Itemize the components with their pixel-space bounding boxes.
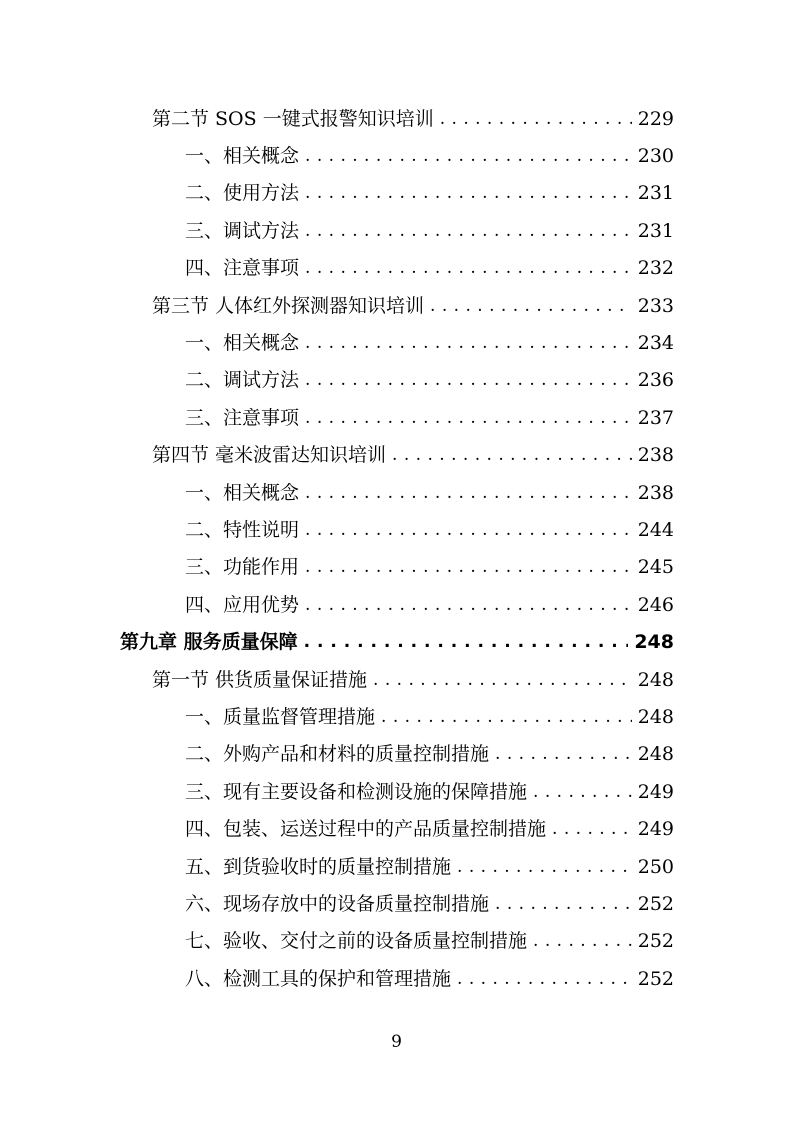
page-number: 9 — [391, 1032, 402, 1052]
toc-entry[interactable] — [185, 138, 674, 175]
toc-entry-title: 二、特性说明 — [185, 519, 300, 541]
toc-dot-leader — [457, 849, 632, 886]
toc-dot-leader — [305, 362, 632, 399]
toc-entry[interactable] — [152, 101, 674, 138]
toc-entry-page: 248 — [637, 706, 674, 728]
toc-dot-leader — [304, 624, 629, 661]
toc-dot-leader — [305, 475, 632, 512]
toc-entry[interactable] — [185, 362, 674, 399]
toc-entry[interactable] — [185, 325, 674, 362]
toc-entry-page: 252 — [637, 893, 674, 915]
toc-entry[interactable] — [185, 699, 674, 736]
toc-entry-title: 二、外购产品和材料的质量控制措施 — [185, 743, 490, 765]
toc-entry-page: 252 — [637, 930, 674, 952]
toc-entry-page: 244 — [637, 519, 674, 541]
toc-entry-title: 四、注意事项 — [185, 257, 300, 279]
toc-entry[interactable] — [185, 400, 674, 437]
toc-entry-page: 250 — [637, 856, 674, 878]
toc-dot-leader — [305, 250, 632, 287]
toc-entry-page: 232 — [637, 257, 674, 279]
toc-entry[interactable] — [185, 923, 674, 960]
toc-entry[interactable] — [185, 886, 674, 923]
toc-entry-page: 249 — [637, 818, 674, 840]
toc-dot-leader — [533, 774, 632, 811]
toc-dot-leader — [495, 886, 632, 923]
toc-dot-leader — [392, 437, 632, 474]
toc-entry-title: 四、包装、运送过程中的产品质量控制措施 — [185, 818, 547, 840]
toc-entry-title: 八、检测工具的保护和管理措施 — [185, 968, 452, 990]
toc-entry-title: 六、现场存放中的设备质量控制措施 — [185, 893, 490, 915]
toc-entry[interactable] — [152, 662, 674, 699]
toc-entry[interactable] — [120, 624, 674, 661]
toc-entry[interactable] — [152, 288, 674, 325]
toc-entry-page: 248 — [637, 669, 674, 691]
toc-entry-title: 四、应用优势 — [185, 594, 300, 616]
toc-entry[interactable] — [185, 475, 674, 512]
toc-dot-leader — [305, 138, 632, 175]
toc-entry-title: 二、调试方法 — [185, 369, 300, 391]
toc-entry-page: 233 — [637, 295, 674, 317]
toc-entry[interactable] — [185, 587, 674, 624]
toc-entry[interactable] — [185, 811, 674, 848]
toc-dot-leader — [495, 736, 632, 773]
toc-dot-leader — [305, 175, 632, 212]
toc-entry-page: 234 — [637, 332, 674, 354]
toc-entry-title: 二、使用方法 — [185, 182, 300, 204]
toc-entry[interactable] — [185, 736, 674, 773]
toc-entry-page: 237 — [637, 407, 674, 429]
toc-entry-title: 三、调试方法 — [185, 220, 300, 242]
toc-dot-leader — [305, 549, 632, 586]
toc-entry-page: 238 — [637, 482, 674, 504]
toc-entry-title: 五、到货验收时的质量控制措施 — [185, 856, 452, 878]
toc-entry-page: 238 — [637, 444, 674, 466]
toc-entry-page: 245 — [637, 556, 674, 578]
toc-entry[interactable] — [185, 213, 674, 250]
toc-entry-page: 229 — [637, 108, 674, 130]
toc-entry-page: 236 — [637, 369, 674, 391]
toc-entry[interactable] — [185, 175, 674, 212]
toc-entry-title: 第一节 供货质量保证措施 — [152, 669, 368, 691]
toc-entry-title: 三、现有主要设备和检测设施的保障措施 — [185, 781, 528, 803]
toc-entry-page: 246 — [637, 594, 674, 616]
toc-entry-title: 一、质量监督管理措施 — [185, 706, 376, 728]
toc-entry-title: 三、注意事项 — [185, 407, 300, 429]
toc-dot-leader — [440, 101, 632, 138]
toc-entry-title: 第二节 SOS 一键式报警知识培训 — [152, 108, 434, 130]
toc-entry-page: 252 — [637, 968, 674, 990]
toc-entry-title: 一、相关概念 — [185, 332, 300, 354]
toc-entry-title: 七、验收、交付之前的设备质量控制措施 — [185, 930, 528, 952]
toc-dot-leader — [381, 699, 632, 736]
toc-entry[interactable] — [185, 512, 674, 549]
toc-entry-page: 248 — [637, 743, 674, 765]
toc-entry[interactable] — [185, 250, 674, 287]
toc-dot-leader — [533, 923, 632, 960]
toc-entry-page: 249 — [637, 781, 674, 803]
toc-entry-title: 三、功能作用 — [185, 556, 300, 578]
toc-dot-leader — [305, 325, 632, 362]
toc-entry-page: 231 — [637, 182, 674, 204]
toc-dot-leader — [305, 587, 632, 624]
toc-entry[interactable] — [185, 549, 674, 586]
toc-dot-leader — [552, 811, 632, 848]
toc-entry-page: 230 — [637, 145, 674, 167]
toc-dot-leader — [457, 961, 632, 998]
toc-dot-leader — [430, 288, 632, 325]
toc-dot-leader — [305, 512, 632, 549]
toc-entry[interactable] — [185, 961, 674, 998]
toc-entry-title: 一、相关概念 — [185, 145, 300, 167]
toc-entry-title: 一、相关概念 — [185, 482, 300, 504]
toc-entry[interactable] — [185, 774, 674, 811]
toc-entry[interactable] — [152, 437, 674, 474]
toc-entry-title: 第三节 人体红外探测器知识培训 — [152, 295, 425, 317]
toc-dot-leader — [305, 400, 632, 437]
toc-entry[interactable] — [185, 849, 674, 886]
toc-entry-page: 248 — [634, 631, 674, 653]
toc-dot-leader — [305, 213, 632, 250]
toc-entry-title: 第四节 毫米波雷达知识培训 — [152, 444, 387, 466]
toc-dot-leader — [373, 662, 632, 699]
toc-entry-page: 231 — [637, 220, 674, 242]
toc-entry-title: 第九章 服务质量保障 — [120, 631, 298, 653]
